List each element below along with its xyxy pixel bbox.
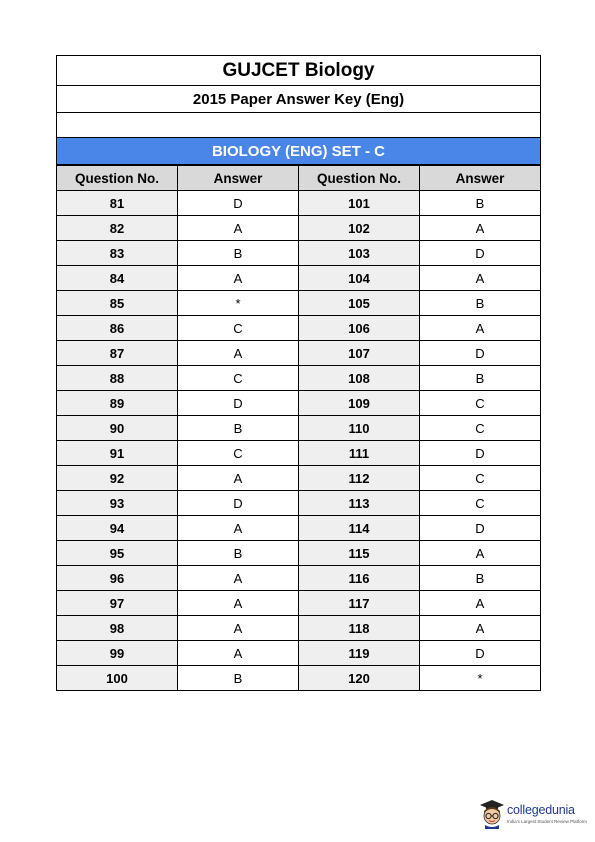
answer-cell: A — [420, 591, 541, 616]
col-header-answer-2: Answer — [420, 166, 541, 191]
table-row — [57, 466, 541, 491]
question-number-cell: 94 — [57, 516, 178, 541]
answer-cell: D — [420, 441, 541, 466]
table-row — [57, 266, 541, 291]
question-number-cell: 108 — [299, 366, 420, 391]
question-number-cell: 102 — [299, 216, 420, 241]
page-subtitle: 2015 Paper Answer Key (Eng) — [56, 86, 541, 113]
answer-cell: C — [178, 441, 299, 466]
question-number-cell: 110 — [299, 416, 420, 441]
table-row — [57, 516, 541, 541]
table-row — [57, 491, 541, 516]
page-title: GUJCET Biology — [56, 55, 541, 86]
answer-cell: A — [420, 616, 541, 641]
table-row — [57, 541, 541, 566]
answer-cell: A — [420, 316, 541, 341]
question-number-cell: 88 — [57, 366, 178, 391]
student-mascot-icon — [479, 799, 505, 829]
answer-cell: A — [178, 341, 299, 366]
question-number-cell: 114 — [299, 516, 420, 541]
answer-cell: A — [420, 216, 541, 241]
answer-cell: D — [420, 241, 541, 266]
table-row — [57, 616, 541, 641]
answer-cell: D — [178, 491, 299, 516]
answer-cell: C — [178, 366, 299, 391]
question-number-cell: 119 — [299, 641, 420, 666]
question-number-cell: 89 — [57, 391, 178, 416]
answer-cell: B — [178, 666, 299, 691]
question-number-cell: 115 — [299, 541, 420, 566]
question-number-cell: 105 — [299, 291, 420, 316]
answer-cell: A — [178, 216, 299, 241]
question-number-cell: 93 — [57, 491, 178, 516]
answer-cell: D — [420, 516, 541, 541]
answer-cell: A — [178, 616, 299, 641]
question-number-cell: 118 — [299, 616, 420, 641]
question-number-cell: 85 — [57, 291, 178, 316]
answer-cell: * — [178, 291, 299, 316]
question-number-cell: 95 — [57, 541, 178, 566]
answer-cell: C — [420, 391, 541, 416]
answer-table — [56, 165, 541, 691]
question-number-cell: 103 — [299, 241, 420, 266]
question-number-cell: 98 — [57, 616, 178, 641]
answer-cell: B — [178, 241, 299, 266]
table-row — [57, 591, 541, 616]
question-number-cell: 97 — [57, 591, 178, 616]
col-header-question-2: Question No. — [299, 166, 420, 191]
answer-cell: A — [420, 541, 541, 566]
answer-cell: C — [420, 416, 541, 441]
question-number-cell: 84 — [57, 266, 178, 291]
col-header-question-1: Question No. — [57, 166, 178, 191]
question-number-cell: 101 — [299, 191, 420, 216]
table-row — [57, 216, 541, 241]
answer-cell: A — [178, 466, 299, 491]
answer-key-sheet — [56, 55, 541, 691]
question-number-cell: 117 — [299, 591, 420, 616]
table-row — [57, 666, 541, 691]
answer-cell: D — [420, 641, 541, 666]
answer-cell: D — [178, 391, 299, 416]
answer-cell: B — [420, 191, 541, 216]
question-number-cell: 83 — [57, 241, 178, 266]
table-row — [57, 566, 541, 591]
question-number-cell: 104 — [299, 266, 420, 291]
table-row — [57, 366, 541, 391]
answer-cell: A — [178, 516, 299, 541]
answer-cell: B — [420, 291, 541, 316]
question-number-cell: 86 — [57, 316, 178, 341]
answer-cell: A — [178, 266, 299, 291]
answer-cell: D — [178, 191, 299, 216]
set-label-bar: BIOLOGY (ENG) SET - C — [56, 138, 541, 165]
question-number-cell: 87 — [57, 341, 178, 366]
question-number-cell: 113 — [299, 491, 420, 516]
question-number-cell: 120 — [299, 666, 420, 691]
question-number-cell: 96 — [57, 566, 178, 591]
answer-cell: B — [178, 416, 299, 441]
question-number-cell: 109 — [299, 391, 420, 416]
question-number-cell: 99 — [57, 641, 178, 666]
table-row — [57, 341, 541, 366]
question-number-cell: 90 — [57, 416, 178, 441]
collegedunia-logo — [479, 799, 589, 833]
question-number-cell: 92 — [57, 466, 178, 491]
question-number-cell: 106 — [299, 316, 420, 341]
table-row — [57, 416, 541, 441]
answer-cell: C — [420, 466, 541, 491]
table-row — [57, 291, 541, 316]
question-number-cell: 82 — [57, 216, 178, 241]
logo-tagline: India's Largest Student Review Platform — [507, 819, 587, 824]
question-number-cell: 112 — [299, 466, 420, 491]
table-row — [57, 191, 541, 216]
answer-table-body — [57, 191, 541, 691]
table-row — [57, 641, 541, 666]
answer-cell: D — [420, 341, 541, 366]
answer-cell: A — [178, 591, 299, 616]
table-row — [57, 441, 541, 466]
answer-cell: A — [178, 566, 299, 591]
question-number-cell: 116 — [299, 566, 420, 591]
answer-cell: A — [420, 266, 541, 291]
answer-cell: * — [420, 666, 541, 691]
answer-cell: C — [178, 316, 299, 341]
table-row — [57, 391, 541, 416]
table-row — [57, 316, 541, 341]
answer-cell: C — [420, 491, 541, 516]
question-number-cell: 81 — [57, 191, 178, 216]
table-row — [57, 241, 541, 266]
answer-cell: A — [178, 641, 299, 666]
question-number-cell: 107 — [299, 341, 420, 366]
blank-row — [56, 113, 541, 138]
logo-brand-text: collegedunia — [507, 803, 575, 817]
col-header-answer-1: Answer — [178, 166, 299, 191]
table-header-row — [57, 166, 541, 191]
answer-cell: B — [420, 566, 541, 591]
question-number-cell: 100 — [57, 666, 178, 691]
question-number-cell: 91 — [57, 441, 178, 466]
question-number-cell: 111 — [299, 441, 420, 466]
answer-cell: B — [420, 366, 541, 391]
answer-cell: B — [178, 541, 299, 566]
